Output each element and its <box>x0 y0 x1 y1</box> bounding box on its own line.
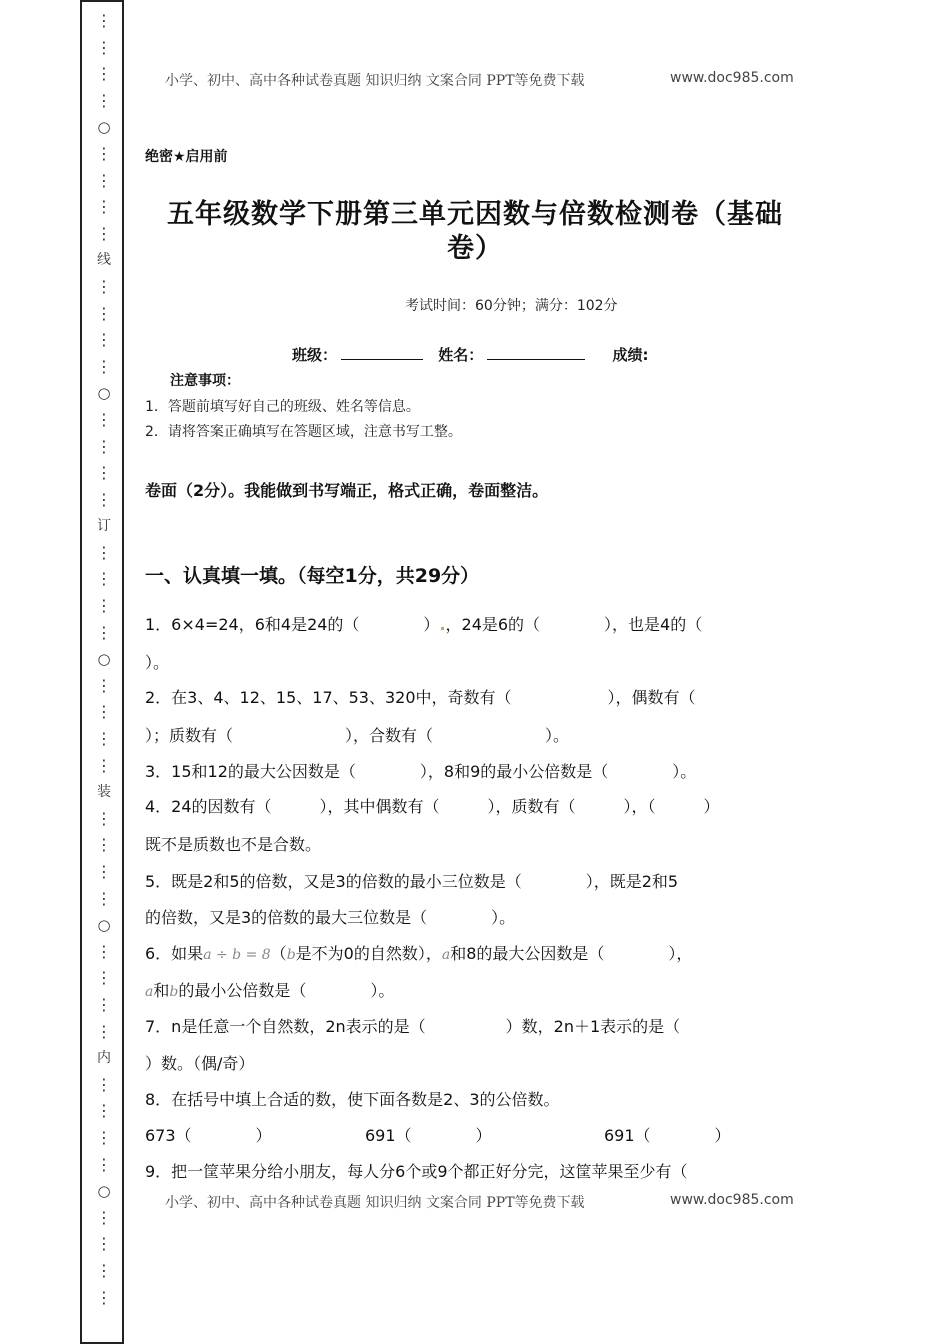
binding-dots: ⋮ <box>96 1287 112 1307</box>
binding-word-line: 线 <box>97 252 111 269</box>
binding-circle: ○ <box>97 118 111 137</box>
q6-var-b: b <box>286 947 296 963</box>
binding-word-mount: 装 <box>97 784 111 801</box>
binding-word-order: 订 <box>97 518 111 535</box>
binding-dots: ⋮ <box>96 90 112 110</box>
binding-dots: ⋮ <box>96 888 112 908</box>
question-3: 3．15和12的最大公因数是（ ），8和9的最小公倍数是（ ）。 <box>145 762 697 781</box>
binding-dots: ⋮ <box>96 1207 112 1227</box>
q1-part-b: ，24是6的（ ），也是4的（ <box>445 615 703 634</box>
question-4: 4．24的因数有（ ），其中偶数有（ ），质数有（ ），（ ） <box>145 797 720 816</box>
binding-dots: ⋮ <box>96 542 112 562</box>
notes-title: 注意事项： <box>170 373 240 389</box>
binding-dots: ⋮ <box>96 675 112 695</box>
accent-mark: . <box>439 615 446 634</box>
question-9: 9．把一筐苹果分给小朋友，每人分6个或9个都正好分完，这筐苹果至少有（ <box>145 1162 688 1181</box>
header-url[interactable]: www.doc985.com <box>670 70 794 86</box>
q6-paren: （ <box>270 944 287 963</box>
binding-dots: ⋮ <box>96 223 112 243</box>
q8-item: 673（ ） <box>145 1126 272 1145</box>
binding-marks <box>82 8 126 1311</box>
binding-margin <box>80 0 124 1344</box>
binding-dots: ⋮ <box>96 143 112 163</box>
binding-dots: ⋮ <box>96 1127 112 1147</box>
neatness-note: 卷面（2分）。我能做到书写端正，格式正确，卷面整洁。 <box>145 481 549 500</box>
question-5: 5．既是2和5的倍数，又是3的倍数的最小三位数是（ ），既是2和5 <box>145 872 679 891</box>
binding-dots: ⋮ <box>96 968 112 988</box>
question-2-cont: ）；质数有（ ），合数有（ ）。 <box>145 726 570 745</box>
footer-url[interactable]: www.doc985.com <box>670 1192 794 1208</box>
binding-dots: ⋮ <box>96 64 112 84</box>
note-item: 1．答题前填写好自己的班级、姓名等信息。 <box>145 399 420 415</box>
name-blank[interactable] <box>487 345 585 360</box>
binding-dots: ⋮ <box>96 569 112 589</box>
binding-circle: ○ <box>97 916 111 935</box>
student-fields <box>292 344 649 365</box>
title-line-1: 五年级数学下册第三单元因数与倍数检测卷（基础 <box>167 199 783 230</box>
q6-gcd-blank: 和8的最大公因数是（ ）， <box>450 944 693 963</box>
binding-dots: ⋮ <box>96 941 112 961</box>
question-6 <box>145 941 692 964</box>
binding-dots: ⋮ <box>96 170 112 190</box>
question-2: 2．在3、4、12、15、17、53、320中，奇数有（ ），偶数有（ <box>145 688 696 707</box>
binding-dots: ⋮ <box>96 330 112 350</box>
footer-text: 小学、初中、高中各种试卷真题 知识归纳 文案合同 PPT等免费下载 <box>165 1195 585 1211</box>
top-secret-label: 绝密★启用前 <box>145 149 228 165</box>
binding-dots: ⋮ <box>96 356 112 376</box>
binding-dots: ⋮ <box>96 1154 112 1174</box>
q6-prefix: 6．如果 <box>145 944 204 963</box>
binding-dots: ⋮ <box>96 729 112 749</box>
section-heading-1: 一、认真填一填。（每空1分，共29分） <box>145 565 480 587</box>
binding-dots: ⋮ <box>96 1074 112 1094</box>
binding-dots: ⋮ <box>96 1260 112 1280</box>
binding-dots: ⋮ <box>96 1021 112 1041</box>
q6-math-expression: a ÷ b = 8 <box>203 947 271 963</box>
q8-item: 691（ ） <box>365 1126 492 1145</box>
page-title <box>150 198 800 266</box>
title-line-2: 卷） <box>447 233 503 264</box>
binding-dots: ⋮ <box>96 303 112 323</box>
question-1-cont: ）。 <box>145 653 170 672</box>
score-label: 成绩: <box>612 346 649 364</box>
q6-var-a: a <box>441 947 451 963</box>
q1-part-a: 1．6×4=24，6和4是24的（ ） <box>145 615 440 634</box>
q6-var-a: a <box>145 984 154 1000</box>
binding-dots: ⋮ <box>96 436 112 456</box>
binding-circle: ○ <box>97 1182 111 1201</box>
binding-dots: ⋮ <box>96 622 112 642</box>
binding-dots: ⋮ <box>96 862 112 881</box>
binding-dots: ⋮ <box>96 409 112 429</box>
question-6-cont <box>145 978 394 1001</box>
binding-dots: ⋮ <box>96 1101 112 1121</box>
class-label: 班级： <box>292 346 338 364</box>
note-item: 2．请将答案正确填写在答题区域，注意书写工整。 <box>145 424 462 440</box>
name-label: 姓名： <box>438 346 484 364</box>
binding-dots: ⋮ <box>96 276 112 296</box>
binding-dots: ⋮ <box>96 835 112 855</box>
exam-info: 考试时间：60分钟；满分：102分 <box>405 298 618 314</box>
question-4-cont: 既不是质数也不是合数。 <box>145 835 322 854</box>
binding-dots: ⋮ <box>96 1234 112 1254</box>
header-text: 小学、初中、高中各种试卷真题 知识归纳 文案合同 PPT等免费下载 <box>165 73 585 89</box>
binding-dots: ⋮ <box>96 994 112 1014</box>
q8-item: 691（ ） <box>604 1126 731 1145</box>
question-5-cont: 的倍数，又是3的倍数的最大三位数是（ ）。 <box>145 908 516 927</box>
binding-dots: ⋮ <box>96 197 112 217</box>
question-1 <box>145 612 702 635</box>
binding-dots: ⋮ <box>96 11 112 30</box>
question-7-cont: ）数。（偶/奇） <box>145 1054 255 1073</box>
q6-and: 和 <box>153 981 170 1000</box>
binding-circle: ○ <box>97 650 111 669</box>
question-8: 8．在括号中填上合适的数，使下面各数是2、3的公倍数。 <box>145 1090 560 1109</box>
class-blank[interactable] <box>341 345 423 360</box>
q6-lcm-blank: 的最小公倍数是（ ）。 <box>178 981 395 1000</box>
binding-circle: ○ <box>97 384 111 403</box>
binding-dots: ⋮ <box>96 37 112 57</box>
question-7: 7．n是任意一个自然数，2n表示的是（ ）数，2n＋1表示的是（ <box>145 1017 681 1036</box>
binding-dots: ⋮ <box>96 596 112 616</box>
q6-condition: 是不为0的自然数）， <box>295 944 442 963</box>
binding-dots: ⋮ <box>96 489 112 509</box>
q6-var-b: b <box>169 984 179 1000</box>
binding-dots: ⋮ <box>96 808 112 828</box>
binding-dots: ⋮ <box>96 463 112 483</box>
binding-word-inner: 内 <box>97 1050 111 1067</box>
binding-dots: ⋮ <box>96 702 112 722</box>
binding-dots: ⋮ <box>96 755 112 775</box>
